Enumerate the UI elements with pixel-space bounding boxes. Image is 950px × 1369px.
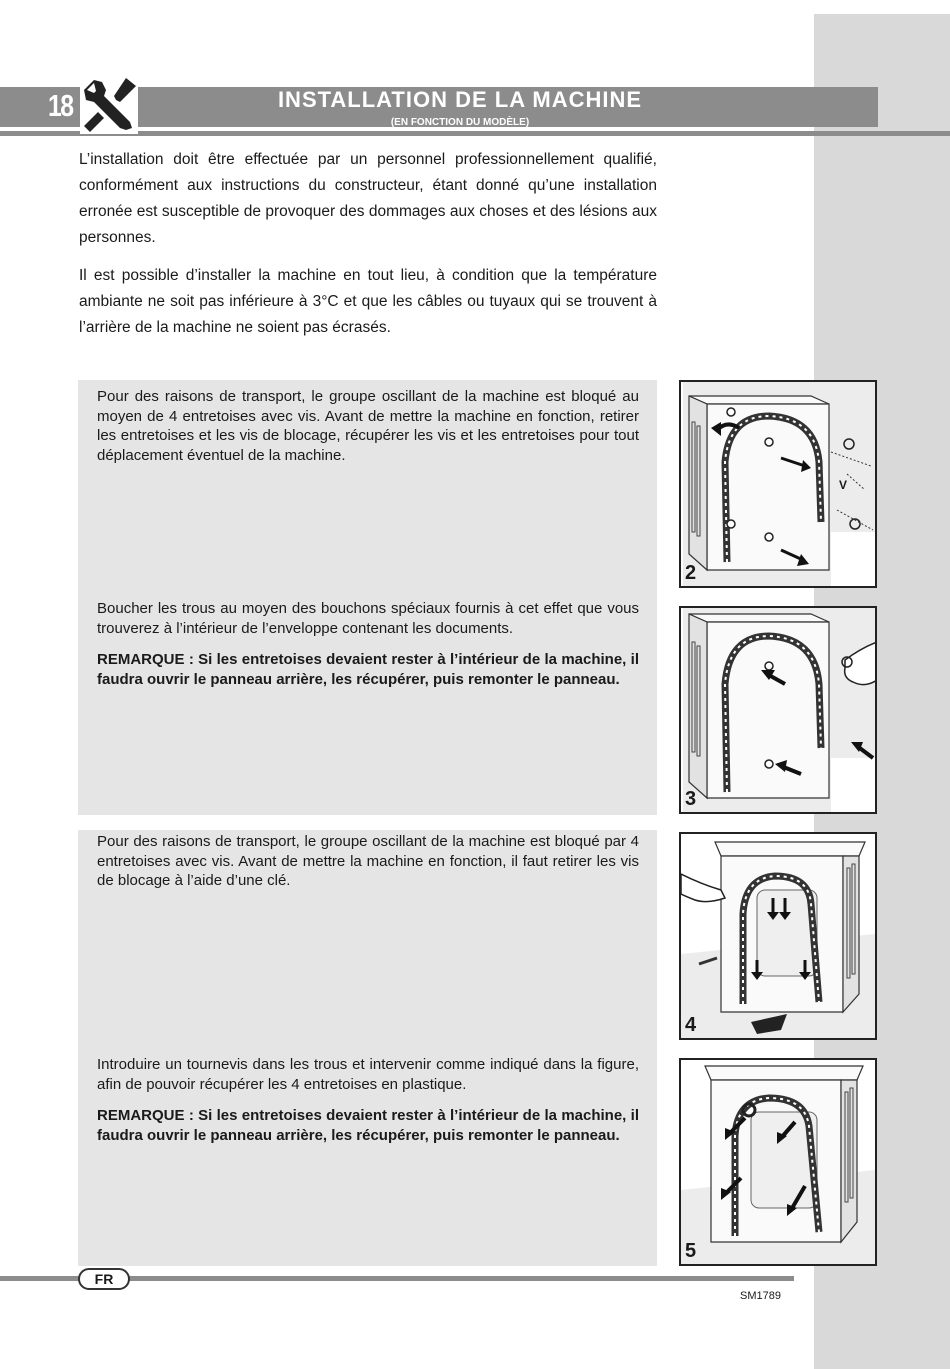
section-2-step-a: Pour des raisons de transport, le groupe oscillant de la machine est bloqué par 4 entretoises avec vis. Avant de mettre la machine en fonction, il faut retirer les vis de blocage à l’aide d’une clé. [97, 833, 639, 890]
section-2-note: REMARQUE : Si les entretoises devaient rester à l’intérieur de la machine, il faudra ouvrir le panneau arrière, les récupérer, puis remonter le panneau. [97, 1107, 639, 1144]
wrench-icon [80, 76, 138, 134]
page-subtitle: (EN FONCTION DU MODÈLE) [390, 117, 530, 128]
figure-2-label: V [839, 478, 848, 492]
header-underline [0, 131, 950, 136]
section-1-step-a: Pour des raisons de transport, le groupe oscillant de la machine est bloqué au moyen de 4 entretoises avec vis. Avant de mettre la machine en fonction, retirer les entretoises et les vis de blocage, récupérer les vis et les entretoises pour tout déplacement éventuel de la machine. [97, 388, 639, 464]
page-title: INSTALLATION DE LA MACHINE [277, 87, 643, 112]
figure-2-number: 2 [685, 562, 697, 584]
figure-3-drawing [681, 608, 875, 812]
figure-2 [679, 380, 877, 588]
figure-5 [679, 1058, 877, 1266]
figure-5-drawing [681, 1060, 875, 1264]
intro-paragraph-2: Il est possible d’installer la machine en tout lieu, à condition que la température ambiante ne soit pas inférieure à 3°C et que les câbles ou tuyaux qui se trouvent à l’arrière de la machine ne soient pas écrasés. [79, 267, 657, 336]
figure-3-number: 3 [685, 788, 697, 810]
instruction-box-2 [78, 830, 657, 1266]
section-1-step-b: Boucher les trous au moyen des bouchons spéciaux fournis à cet effet que vous trouverez à l’intérieur de l’enveloppe contenant les documents. [97, 600, 639, 637]
page-number: 18 [48, 88, 73, 123]
figure-4 [679, 832, 877, 1040]
figure-3 [679, 606, 877, 814]
figure-5-number: 5 [685, 1240, 697, 1262]
language-badge: FR [78, 1268, 130, 1290]
document-code: SM1789 [740, 1290, 781, 1302]
figure-4-drawing [681, 834, 875, 1038]
section-1-note: REMARQUE : Si les entretoises devaient rester à l’intérieur de la machine, il faudra ouvrir le panneau arrière, les récupérer, puis remonter le panneau. [97, 651, 639, 688]
figure-4-number: 4 [685, 1014, 697, 1036]
section-2-step-b: Introduire un tournevis dans les trous et intervenir comme indiqué dans la figure, afin de pouvoir récupérer les 4 entretoises en plastique. [97, 1056, 639, 1093]
intro-paragraph-1: L’installation doit être effectuée par un personnel professionnellement qualifié, conformément aux instructions du constructeur, étant donné qu’une installation erronée est susceptible de provoquer des dommages aux choses et des lésions aux personnes. [79, 151, 657, 246]
